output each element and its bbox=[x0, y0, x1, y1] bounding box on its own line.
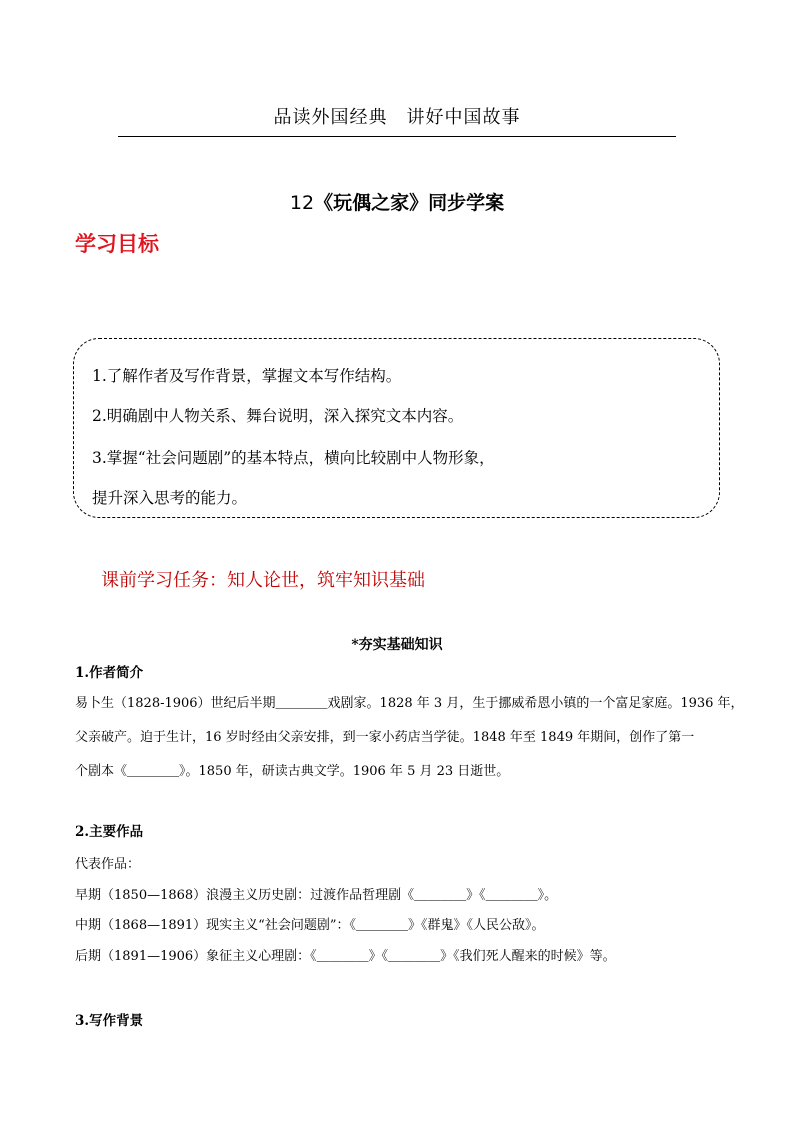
lesson-number: 12 bbox=[289, 192, 315, 214]
objective-item-2: 2.明确剧中人物关系、舞台说明，深入探究文本内容。 bbox=[92, 407, 464, 425]
works-line-3: 中期（1868—1891）现实主义“社会问题剧”：《＿＿＿＿》《群鬼》《人民公敌》。 bbox=[75, 918, 545, 933]
author-line-2: 父亲破产。迫于生计，16 岁时经由父亲安排，到一家小药店当学徒。1848 年至 1849 年期间，创作了第一 bbox=[75, 730, 695, 745]
document-title bbox=[0, 188, 794, 215]
objective-item-3: 3.掌握“社会问题剧”的基本特点，横向比较剧中人物形象， bbox=[92, 449, 495, 467]
section-title-author: 1.作者简介 bbox=[75, 665, 144, 681]
header-divider bbox=[118, 136, 676, 137]
basics-heading: *夯实基础知识 bbox=[351, 637, 443, 653]
header-title: 品读外国经典 讲好中国故事 bbox=[273, 107, 521, 128]
works-line-2: 早期（1850—1868）浪漫主义历史剧：过渡作品哲理剧《＿＿＿＿》《＿＿＿＿》。 bbox=[75, 888, 558, 903]
objectives-heading: 学习目标 bbox=[75, 232, 159, 256]
author-line-1: 易卜生（1828-1906）世纪后半期＿＿＿＿戏剧家。1828 年 3 月，生于挪威希恩小镇的一个富足家庭。1936 年， bbox=[75, 696, 744, 711]
section-title-works: 2.主要作品 bbox=[75, 824, 144, 840]
objective-item-1: 1.了解作者及写作背景，掌握文本写作结构。 bbox=[92, 367, 402, 385]
works-line-4: 后期（1891—1906）象征主义心理剧：《＿＿＿＿》《＿＿＿＿》《我们死人醒来的时候》等。 bbox=[75, 949, 616, 964]
section-title-background: 3.写作背景 bbox=[75, 1013, 144, 1029]
objective-item-3-continued: 提升深入思考的能力。 bbox=[92, 489, 248, 507]
works-line-1: 代表作品： bbox=[75, 857, 141, 872]
author-line-3: 个剧本《＿＿＿＿》。1850 年，研读古典文学。1906 年 5 月 23 日逝世。 bbox=[75, 764, 510, 779]
lesson-title: 《玩偶之家》同步学案 bbox=[314, 192, 505, 214]
pre-class-task-heading: 课前学习任务：知人论世，筑牢知识基础 bbox=[101, 570, 425, 591]
